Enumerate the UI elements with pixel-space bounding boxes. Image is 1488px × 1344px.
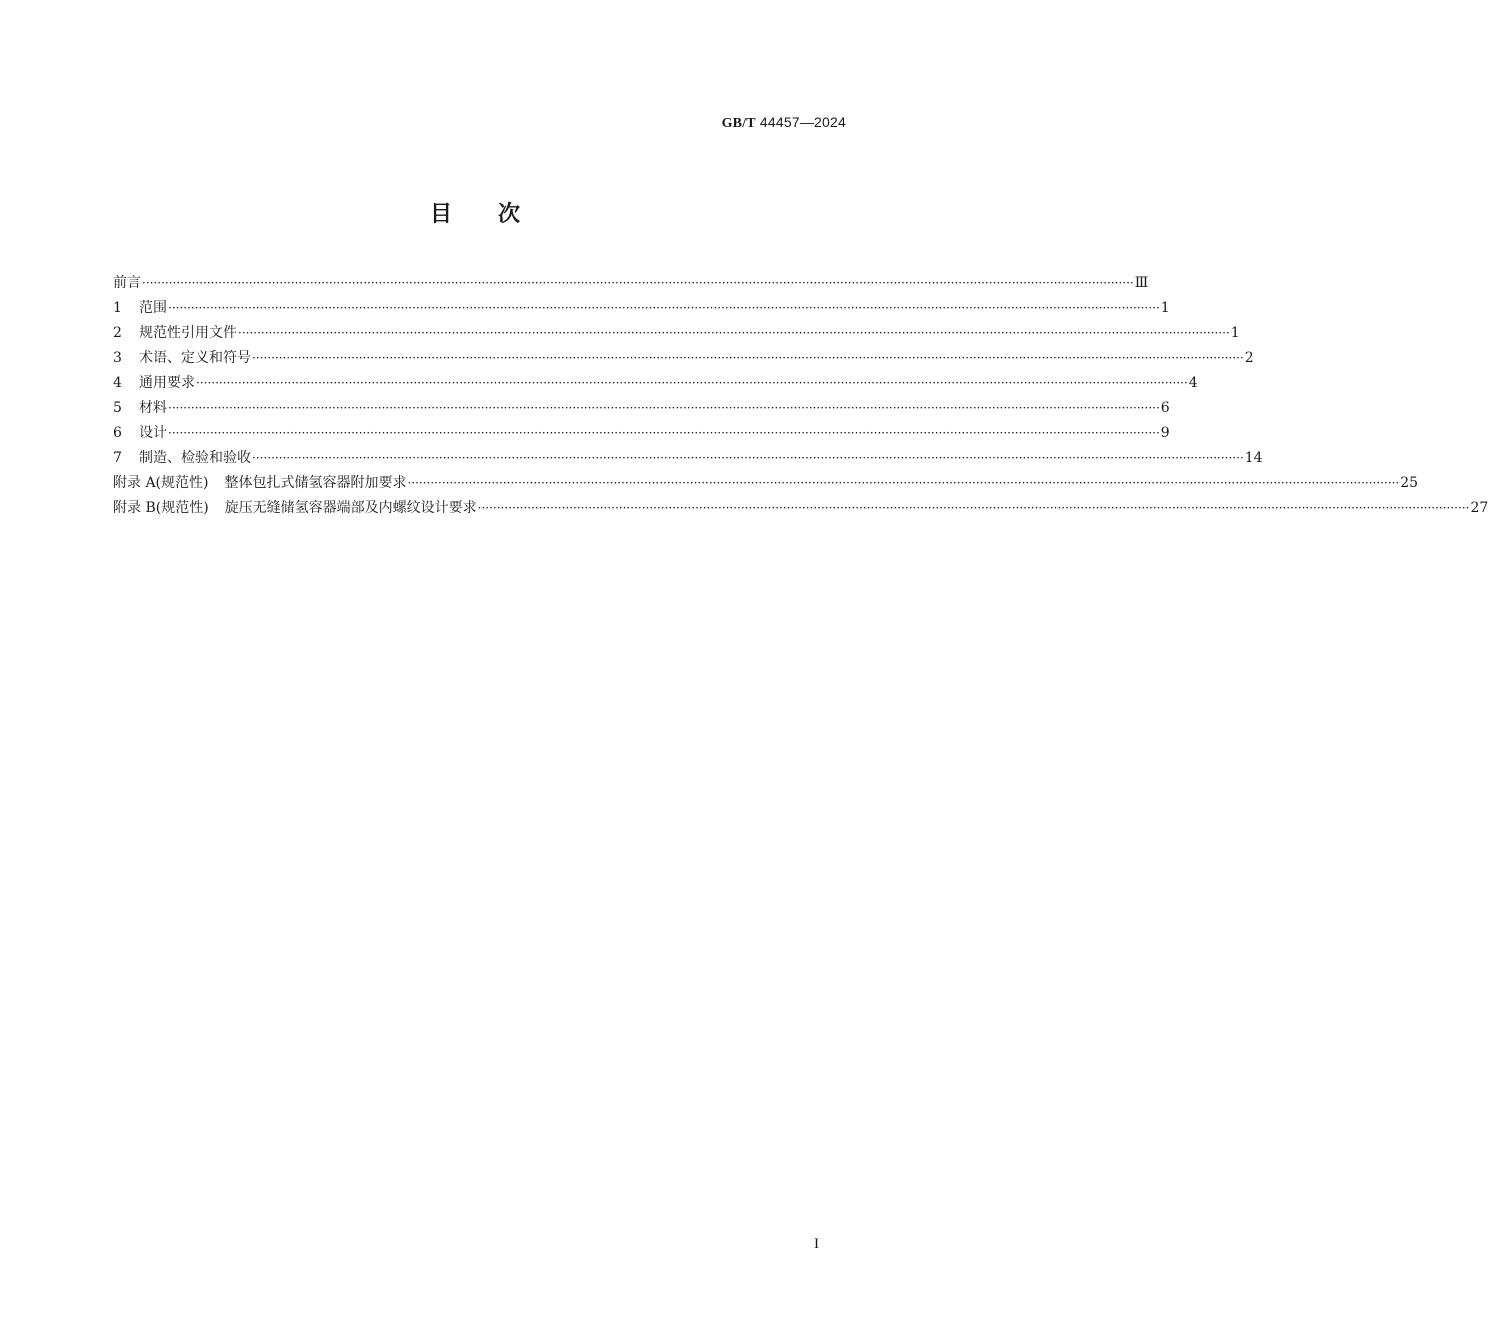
toc-entry[interactable] [113,471,1419,496]
toc-entry[interactable] [113,446,1263,471]
toc-entry[interactable] [113,421,1170,446]
toc-entry-label [139,296,167,321]
toc-entry-title: 范围 [139,300,167,316]
toc-entry[interactable] [113,346,1254,371]
toc-leader-dots: ···································································································································································································································································· [196,376,1188,390]
toc-leader-dots: ···································································································································································································································································· [477,501,1470,515]
toc-entry-label [139,321,237,346]
toc-entry-title: 设计 [139,425,167,441]
toc-entry-number: 2 [113,325,122,341]
toc-page-number: 1 [1160,300,1170,316]
toc-page-number: 27 [1470,500,1488,516]
toc-entry-title: 材料 [139,400,167,416]
toc-leader-dots: ···································································································································································································································································· [252,351,1244,365]
toc-entry-title: 规范性引用文件 [139,325,237,341]
toc-page-number: Ⅲ [1134,275,1149,291]
standard-code [722,114,846,132]
toc-entry[interactable] [113,271,1149,296]
toc-page-number: 9 [1160,425,1170,441]
toc-entry-number: 4 [113,375,122,391]
toc-entry-label [139,421,167,446]
toc-entry-label [113,496,477,521]
toc-leader-dots: ···································································································································································································································································· [142,276,1134,290]
toc-entry[interactable] [113,371,1198,396]
toc-appendix-tag: 附录 B(规范性) [113,500,209,516]
toc-page-number: 25 [1400,475,1419,491]
toc-entry-label [139,371,195,396]
table-of-contents [113,271,1488,521]
toc-leader-dots: ···································································································································································································································································· [238,326,1230,340]
toc-page-number: 2 [1244,350,1254,366]
toc-entry-label [139,446,251,471]
toc-entry[interactable] [113,296,1170,321]
standard-number: 44457—2024 [759,114,846,130]
toc-page-number: 4 [1188,375,1198,391]
page-number: I [814,1236,819,1252]
toc-entry-number: 3 [113,350,122,366]
page-title: 目次 [429,202,566,227]
toc-entry-title: 术语、定义和符号 [139,350,251,366]
toc-leader-dots: ···································································································································································································································································· [168,401,1160,415]
toc-appendix-tag: 附录 A(规范性) [113,475,209,491]
toc-entry[interactable] [113,396,1170,421]
toc-leader-dots: ···································································································································································································································································· [168,426,1160,440]
toc-entry[interactable] [113,321,1240,346]
toc-entry-title: 前言 [113,275,141,291]
toc-entry-label [139,346,251,371]
toc-entry[interactable] [113,496,1488,521]
toc-entry-title: 整体包扎式储氢容器附加要求 [224,475,407,491]
standard-prefix: GB/T [721,116,756,131]
toc-entry-title: 通用要求 [139,375,195,391]
toc-entry-number: 6 [113,425,122,441]
toc-page-number: 1 [1230,325,1240,341]
toc-page-number: 14 [1244,450,1263,466]
toc-entry-number: 5 [113,400,122,416]
toc-leader-dots: ···································································································································································································································································· [252,451,1244,465]
toc-leader-dots: ···································································································································································································································································· [168,301,1160,315]
toc-entry-number: 7 [113,450,122,466]
toc-leader-dots: ···································································································································································································································································· [407,476,1400,490]
toc-entry-label [139,396,167,421]
toc-entry-title: 制造、检验和验收 [139,450,251,466]
toc-entry-label [113,271,141,296]
toc-entry-title: 旋压无缝储氢容器端部及内螺纹设计要求 [224,500,477,516]
toc-entry-number: 1 [113,300,122,316]
toc-page-number: 6 [1160,400,1170,416]
toc-entry-label [113,471,406,496]
